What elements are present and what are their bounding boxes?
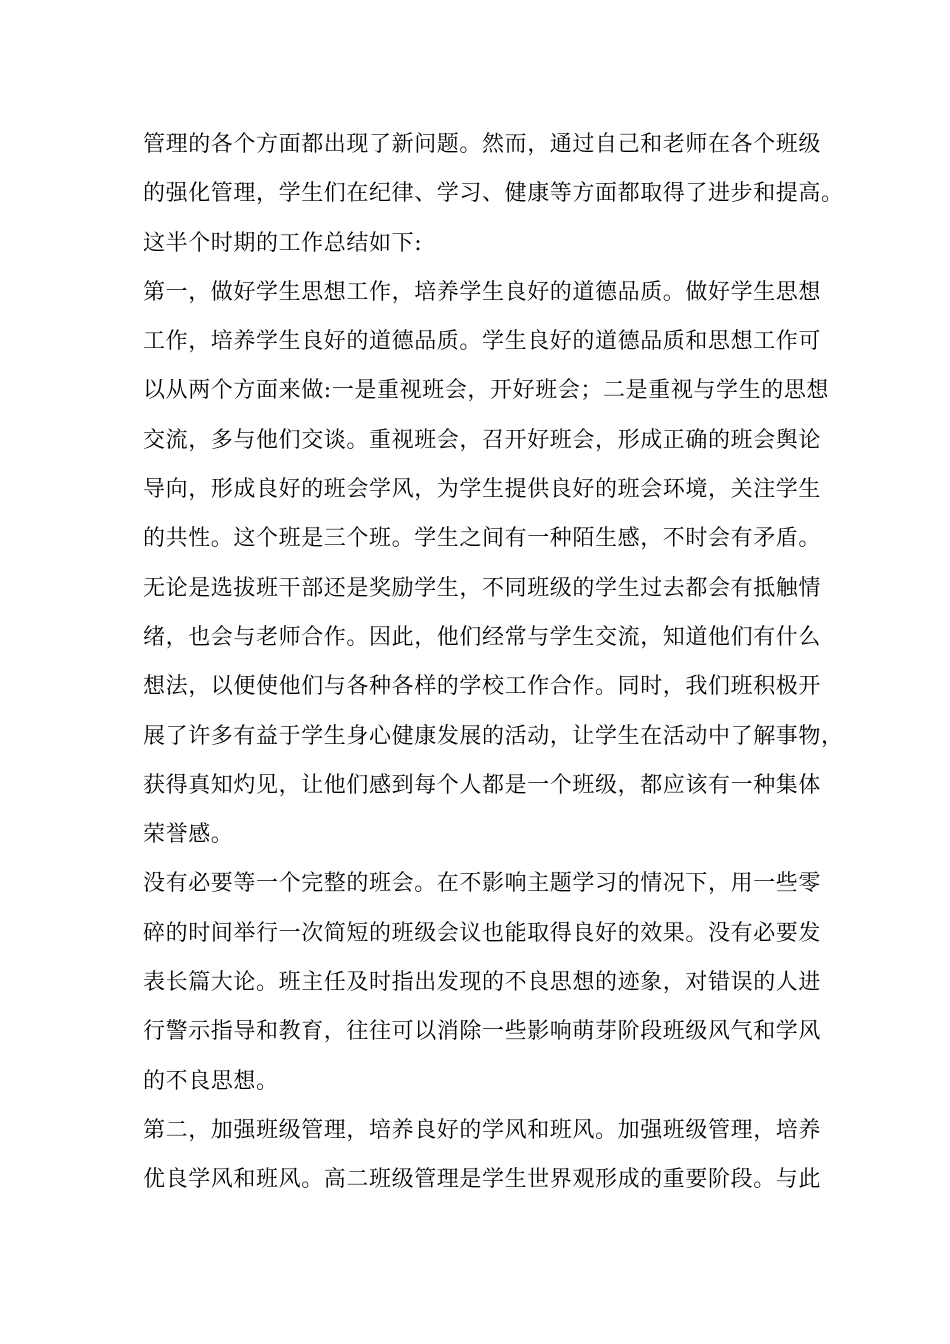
text-line: 获得真知灼见，让他们感到每个人都是一个班级，都应该有一种集体 [143, 772, 822, 798]
text-line: 荣誉感。 [143, 822, 234, 848]
text-line: 管理的各个方面都出现了新问题。然而，通过自己和老师在各个班级 [143, 132, 822, 157]
text-line: 绪，也会与老师合作。因此，他们经常与学生交流，知道他们有什么 [143, 624, 822, 650]
text-line: 导向，形成良好的班会学风，为学生提供良好的班会环境，关注学生 [143, 477, 822, 503]
text-line: 的强化管理，学生们在纪律、学习、健康等方面都取得了进步和提高。 [143, 181, 844, 207]
text-line: 无论是选拔班干部还是奖励学生，不同班级的学生过去都会有抵触情 [143, 575, 822, 601]
text-line: 没有必要等一个完整的班会。在不影响主题学习的情况下，用一些零 [143, 871, 822, 897]
text-line: 碎的时间举行一次简短的班级会议也能取得良好的效果。没有必要发 [143, 920, 822, 946]
text-line: 展了许多有益于学生身心健康发展的活动，让学生在活动中了解事物， [143, 723, 844, 749]
text-line: 以从两个方面来做:一是重视班会，开好班会；二是重视与学生的思想 [143, 378, 830, 404]
text-line: 的共性。这个班是三个班。学生之间有一种陌生感，不时会有矛盾。 [143, 526, 822, 552]
text-line: 想法，以便使他们与各种各样的学校工作合作。同时，我们班积极开 [143, 674, 822, 700]
text-line: 第二，加强班级管理，培养良好的学风和班风。加强班级管理，培养 [143, 1117, 822, 1143]
text-line: 优良学风和班风。高二班级管理是学生世界观形成的重要阶段。与此 [143, 1167, 822, 1193]
text-line: 行警示指导和教育，往往可以消除一些影响萌芽阶段班级风气和学风 [143, 1019, 822, 1045]
text-line: 工作，培养学生良好的道德品质。学生良好的道德品质和思想工作可 [143, 329, 822, 355]
text-line: 交流，多与他们交谈。重视班会，召开好班会，形成正确的班会舆论 [143, 427, 822, 453]
text-line: 这半个时期的工作总结如下: [143, 230, 423, 256]
text-line: 的不良思想。 [143, 1068, 279, 1094]
text-line: 表长篇大论。班主任及时指出发现的不良思想的迹象，对错误的人进 [143, 970, 822, 996]
text-line: 第一，做好学生思想工作，培养学生良好的道德品质。做好学生思想 [143, 279, 822, 305]
body-text [143, 120, 843, 1205]
